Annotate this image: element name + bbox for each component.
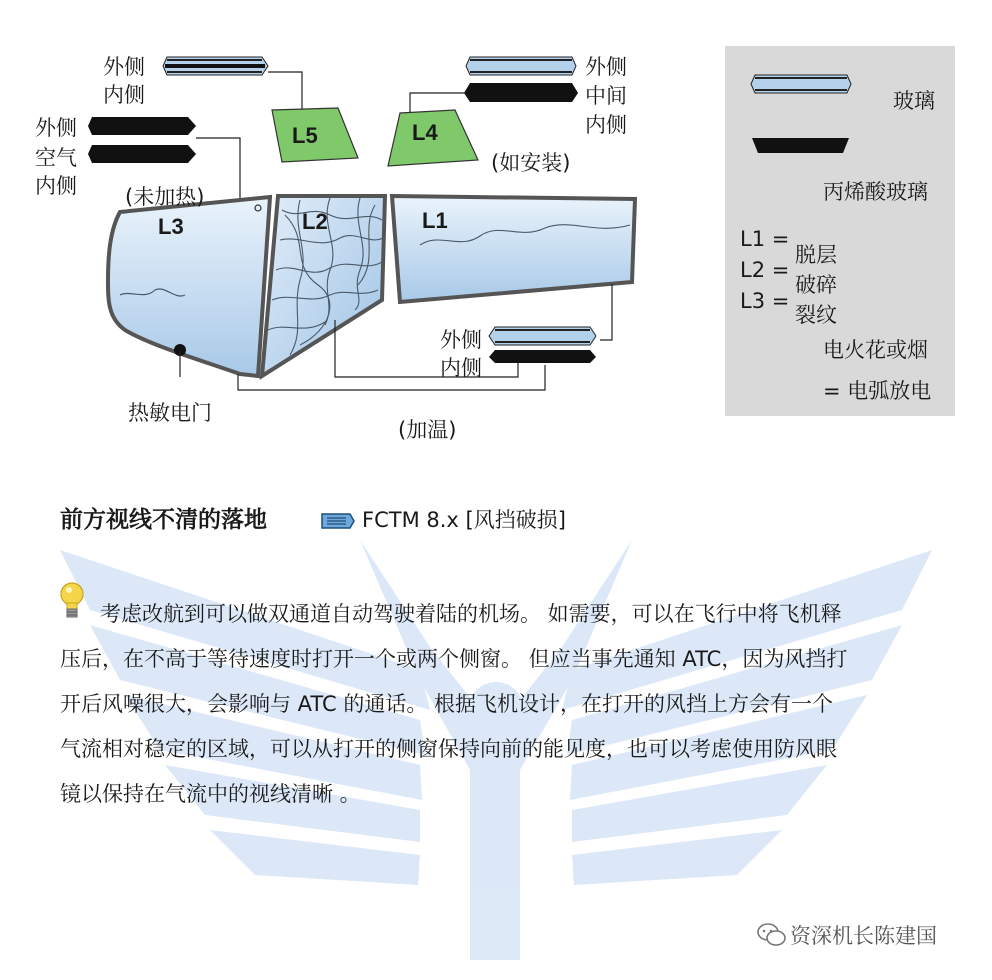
legend-delam: 脱层 [795,243,837,267]
legend-l3: L3 = [740,289,790,313]
legend-box [725,46,955,416]
top-right-middle-label: 中间 [585,84,627,108]
fctm-reference: FCTM 8.x [风挡破损] [362,508,566,532]
bottom-inner-label: 内侧 [440,356,482,380]
legend-shatter: 破碎 [795,273,837,297]
panel-l2-label: L2 [302,209,328,234]
left-inner-label: 内侧 [35,174,77,198]
bottom-outer-label: 外侧 [440,328,482,352]
panel-l3 [108,197,270,376]
body-paragraph [60,592,940,817]
layer-sample-top-right [464,57,578,102]
left-outer-label: 外侧 [35,116,77,140]
legend-glass-swatch [751,75,851,93]
panel-l5-label: L5 [292,123,318,148]
panel-l1-label: L1 [422,208,448,233]
section-heading: 前方视线不清的落地 [60,507,267,533]
panel-l3-label: L3 [158,214,184,239]
not-heated-label: (未加热) [125,185,205,209]
top-left-inner-label: 内侧 [103,83,145,107]
heated-label: (加温) [398,418,457,442]
paragraph-line: 镜以保持在气流中的视线清晰 。 [60,782,361,806]
paragraph-line: 考虑改航到可以做双通道自动驾驶着陆的机场。 如需要，可以在飞行中将飞机释 [100,602,842,626]
legend-l2: L2 = [740,258,790,282]
paragraph-line: 压后，在不高于等待速度时打开一个或两个侧窗。 但应当事先通知 ATC，因为风挡打 [60,647,848,671]
thermistor-label: 热敏电门 [128,401,212,425]
legend-acrylic-swatch [752,138,849,153]
layer-sample-bottom [489,327,596,363]
top-left-outer-label: 外侧 [103,55,145,79]
legend-l1: L1 = [740,227,790,251]
layer-sample-left [88,117,196,163]
top-right-outer-label: 外侧 [585,55,627,79]
paragraph-line: 气流相对稳定的区域，可以从打开的侧窗保持向前的能见度，也可以考虑使用防风眼 [60,737,837,761]
layer-sample-top-left [163,57,268,75]
legend-arc: = 电弧放电 [823,379,932,403]
book-reference-icon [320,511,356,531]
legend-crack: 裂纹 [795,303,837,327]
if-installed-label: (如安装) [491,151,571,175]
panel-l4-label: L4 [412,120,438,145]
legend-spark: 电火花或烟 [823,338,928,362]
author-watermark: 资深机长陈建国 [790,924,937,948]
wechat-icon [757,922,787,948]
top-right-inner-label: 内侧 [585,113,627,137]
left-air-label: 空气 [35,146,77,170]
paragraph-line: 开后风噪很大，会影响与 ATC 的通话。 根据飞机设计，在打开的风挡上方会有一个 [60,692,834,716]
legend-glass-label: 玻璃 [893,89,935,113]
legend-acrylic-label: 丙烯酸玻璃 [823,180,928,204]
legend-swatches [750,71,855,181]
